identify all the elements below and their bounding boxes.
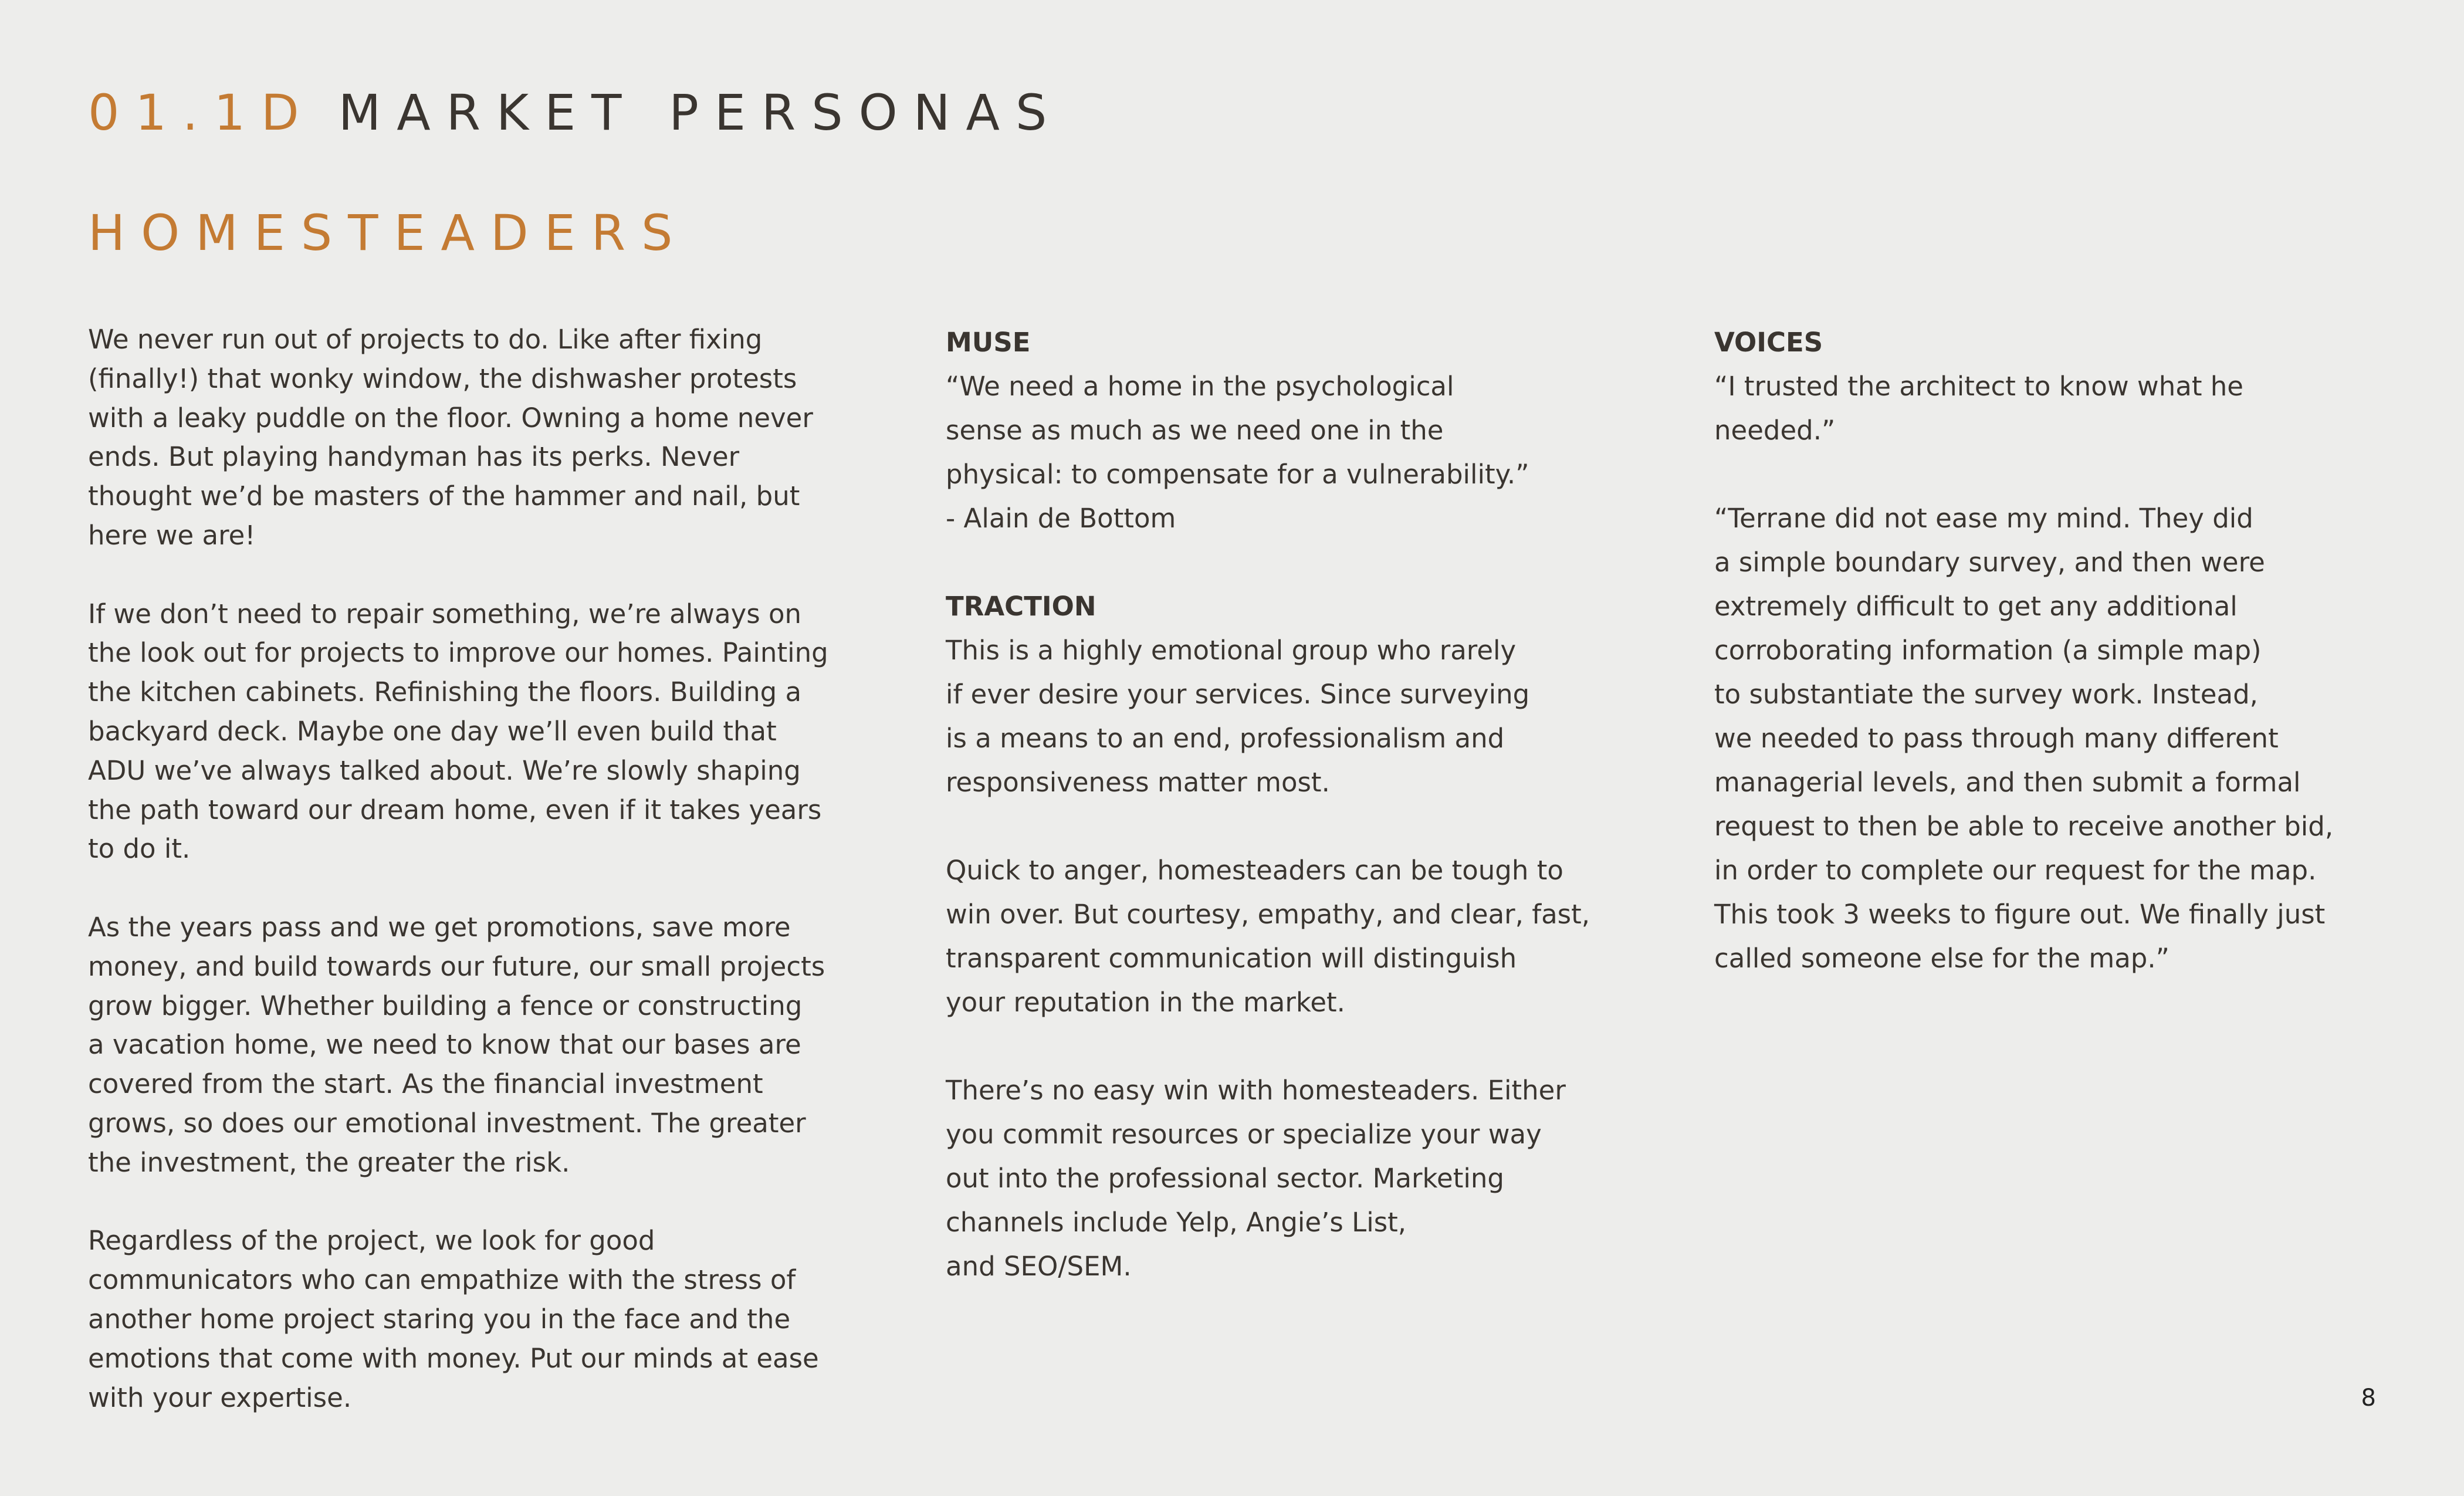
section-code: 01.1D [88, 84, 315, 141]
story-paragraph-2: If we don’t need to repair something, we’re always on the look out for projects to improve our homes. Painting the kitchen cabinets. Refinishing the floors. Building a backyard deck. Maybe one day we’ll even build that ADU we’ve always talked about. We’re slowly shaping the path toward our dream home, even if it takes years to do it. [88, 598, 828, 865]
section-title: MARKET PERSONAS [338, 84, 1063, 141]
page-number: 8 [2361, 1385, 2376, 1412]
story-paragraph-1: We never run out of projects to do. Like after fixing (finally!) that wonky window, the dishwasher protests with a leaky puddle on the floor. Owning a home never ends. But playing handyman has its perks. Never thought we’d be masters of the hammer and nail, but here we are! [88, 324, 813, 551]
voices-column [1714, 320, 2389, 980]
muse-label: MUSE [946, 327, 1031, 358]
traction-paragraph-3: There’s no easy win with homesteaders. Either you commit resources or specialize your way out into the professional sector. Marketing channels include Yelp, Angie’s List, and SEO/SEM. [946, 1075, 1566, 1282]
story-paragraph-3: As the years pass and we get promotions, save more money, and build towards our future, our small projects grow bigger. Whether building a fence or constructing a vacation home, we need to know that our bases are covered from the start. As the financial investment grows, so does our emotional investment. The greater the investment, the greater the risk. [88, 911, 825, 1178]
persona-title: HOMESTEADERS [88, 204, 689, 262]
muse-quote: “We need a home in the psychological sense as much as we need one in the physical: to compensate for a vulnerability.” - Alain de Bottom [946, 371, 1529, 534]
voices-label: VOICES [1714, 327, 1823, 358]
story-paragraph-4: Regardless of the project, we look for good communicators who can empathize with the stress of another home project staring you in the face and the emotions that come with money. Put our minds at ease with your expertise. [88, 1225, 819, 1413]
section-heading [88, 84, 1063, 141]
traction-section [946, 584, 1708, 1288]
voices-quote-2: “Terrane did not ease my mind. They did a simple boundary survey, and then were extremely difficult to get any additional corroborating information (a simple map) to substantiate the survey work. Instead, we needed to pass through many different managerial levels, and then submit a formal request to then be able to receive another bid, in order to complete our request for the map. This took 3 weeks to figure out. We finally just called someone else for the map.” [1714, 503, 2334, 974]
traction-paragraph-1: This is a highly emotional group who rarely if ever desire your services. Since surveying is a means to an end, professionalism and responsiveness matter most. [946, 635, 1530, 798]
traction-label: TRACTION [946, 591, 1096, 622]
traction-paragraph-2: Quick to anger, homesteaders can be tough to win over. But courtesy, empathy, and clear, fast, transparent communication will distinguish your reputation in the market. [946, 855, 1590, 1018]
persona-story-column [88, 320, 851, 1417]
voices-quote-1: “I trusted the architect to know what he needed.” [1714, 371, 2243, 446]
muse-section [946, 320, 1708, 540]
muse-traction-column [946, 320, 1708, 1288]
